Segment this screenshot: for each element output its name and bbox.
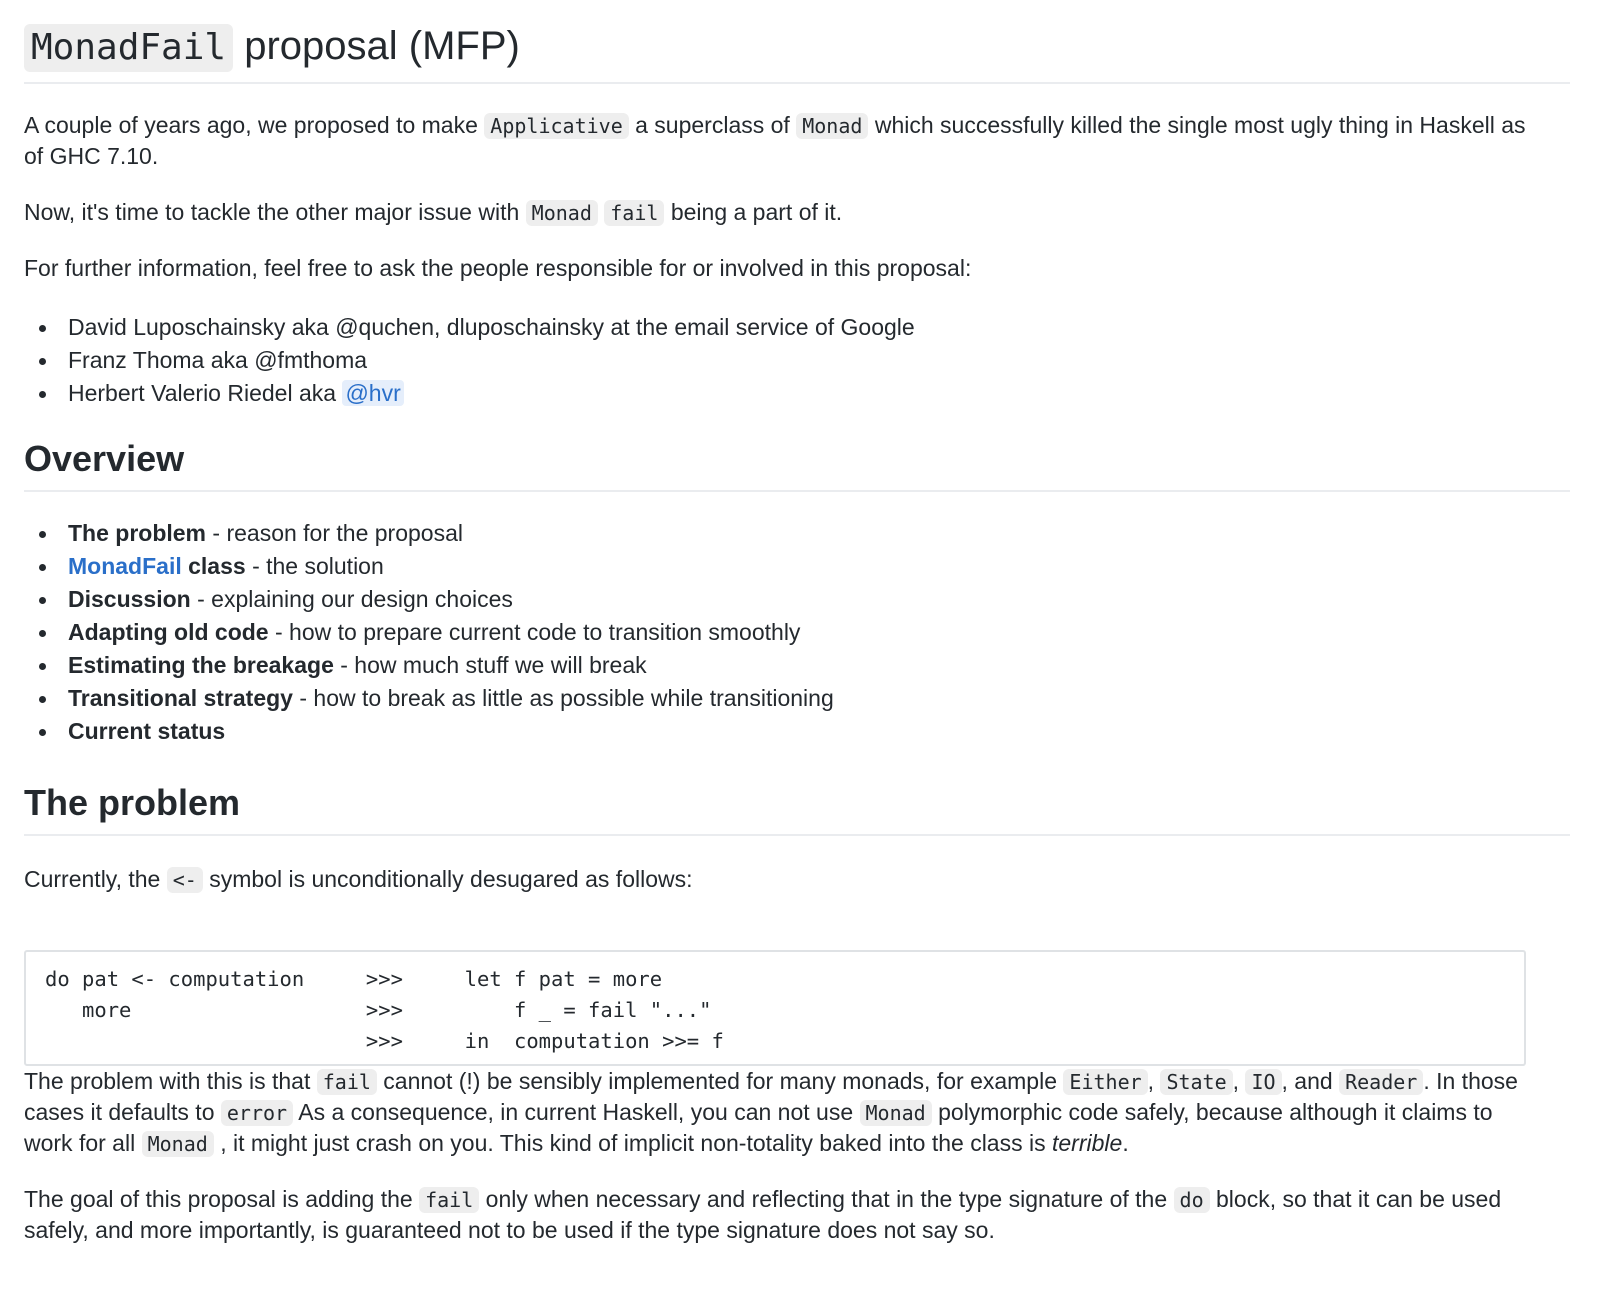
inline-code-do: do [1174, 1187, 1210, 1213]
inline-code-fail: fail [317, 1069, 377, 1095]
inline-code-reader: Reader [1339, 1069, 1423, 1095]
list-item: David Luposchainsky aka @quchen, dluposchainsky at the email service of Google [24, 311, 915, 344]
user-mention-link[interactable]: @hvr [342, 380, 403, 406]
inline-code-monad: Monad [860, 1100, 932, 1126]
code-block [24, 950, 1526, 1066]
overview-link-transitional[interactable]: Transitional strategy [68, 685, 293, 711]
contact-list [24, 311, 915, 410]
emphasis: terrible [1052, 1130, 1123, 1156]
inline-code-monad: Monad [526, 200, 598, 226]
list-item: Discussion - explaining our design choices [24, 583, 834, 616]
overview-link-breakage[interactable]: Estimating the breakage [68, 652, 334, 678]
intro-paragraph-3: For further information, feel free to ask the people responsible for or involved in this proposal: [24, 255, 972, 281]
inline-code-error: error [221, 1100, 293, 1126]
inline-code-monad: Monad [796, 113, 868, 139]
list-item: Estimating the breakage - how much stuff we will break [24, 649, 834, 682]
inline-code-fail: fail [419, 1187, 479, 1213]
overview-link-problem[interactable]: The problem [68, 520, 207, 546]
page-title [24, 18, 520, 74]
list-item [24, 715, 834, 748]
inline-code-state: State [1160, 1069, 1232, 1095]
overview-link-status[interactable]: Current status [68, 718, 226, 744]
intro-paragraph-1: A couple of years ago, we proposed to make Applicative a superclass of Monad which successfully killed the single most ugly thing in Haskell as of GHC 7.10. [24, 112, 1526, 169]
title-text: proposal (MFP) [244, 24, 520, 68]
inline-code-io: IO [1245, 1069, 1281, 1095]
overview-link-discussion[interactable]: Discussion [68, 586, 191, 612]
title-code: MonadFail [24, 24, 233, 72]
inline-code-arrow: <- [167, 867, 203, 893]
monadfail-link[interactable]: MonadFail [68, 553, 182, 579]
problem-paragraph-2: The problem with this is that fail cannot (!) be sensibly implemented for many monads, for example Either , State , IO , and Reader . In those cases it defaults to error As a consequence, in current Haskell, you can not use Monad polymorphic code safely, because although it claims to work for all Monad , it might just crash on you. This kind of implicit non-totality baked into the class is terrible. [24, 1068, 1518, 1156]
inline-code-fail: fail [604, 200, 664, 226]
inline-code-applicative: Applicative [484, 113, 628, 139]
intro-paragraph-2: Now, it's time to tackle the other major issue with Monad fail being a part of it. [24, 199, 843, 225]
list-item: Transitional strategy - how to break as little as possible while transitioning [24, 682, 834, 715]
list-item: MonadFail class - the solution [24, 550, 834, 583]
code-line: more >>> f _ = fail "..." [45, 998, 712, 1022]
inline-code-monad: Monad [142, 1131, 214, 1157]
code-line: do pat <- computation >>> let f pat = more [45, 967, 663, 991]
section-divider [24, 834, 1570, 836]
section-heading-overview: Overview [24, 438, 185, 479]
list-item: Adapting old code - how to prepare current code to transition smoothly [24, 616, 834, 649]
problem-paragraph-3: The goal of this proposal is adding the fail only when necessary and reflecting that in the type signature of the do block, so that it can be used safely, and more importantly, is guaranteed not to be used if the type signature does not say so. [24, 1186, 1502, 1243]
overview-list [24, 517, 834, 748]
list-item: Franz Thoma aka @fmthoma [24, 344, 915, 377]
inline-code-either: Either [1063, 1069, 1147, 1095]
code-line: >>> in computation >>= f [45, 1029, 724, 1053]
overview-link-adapting[interactable]: Adapting old code [68, 619, 269, 645]
title-divider [24, 82, 1570, 84]
section-divider [24, 490, 1570, 492]
problem-paragraph-1: Currently, the <- symbol is unconditionally desugared as follows: [24, 866, 693, 892]
list-item: The problem - reason for the proposal [24, 517, 834, 550]
list-item: Herbert Valerio Riedel aka @hvr [24, 377, 915, 410]
section-heading-problem: The problem [24, 782, 241, 823]
